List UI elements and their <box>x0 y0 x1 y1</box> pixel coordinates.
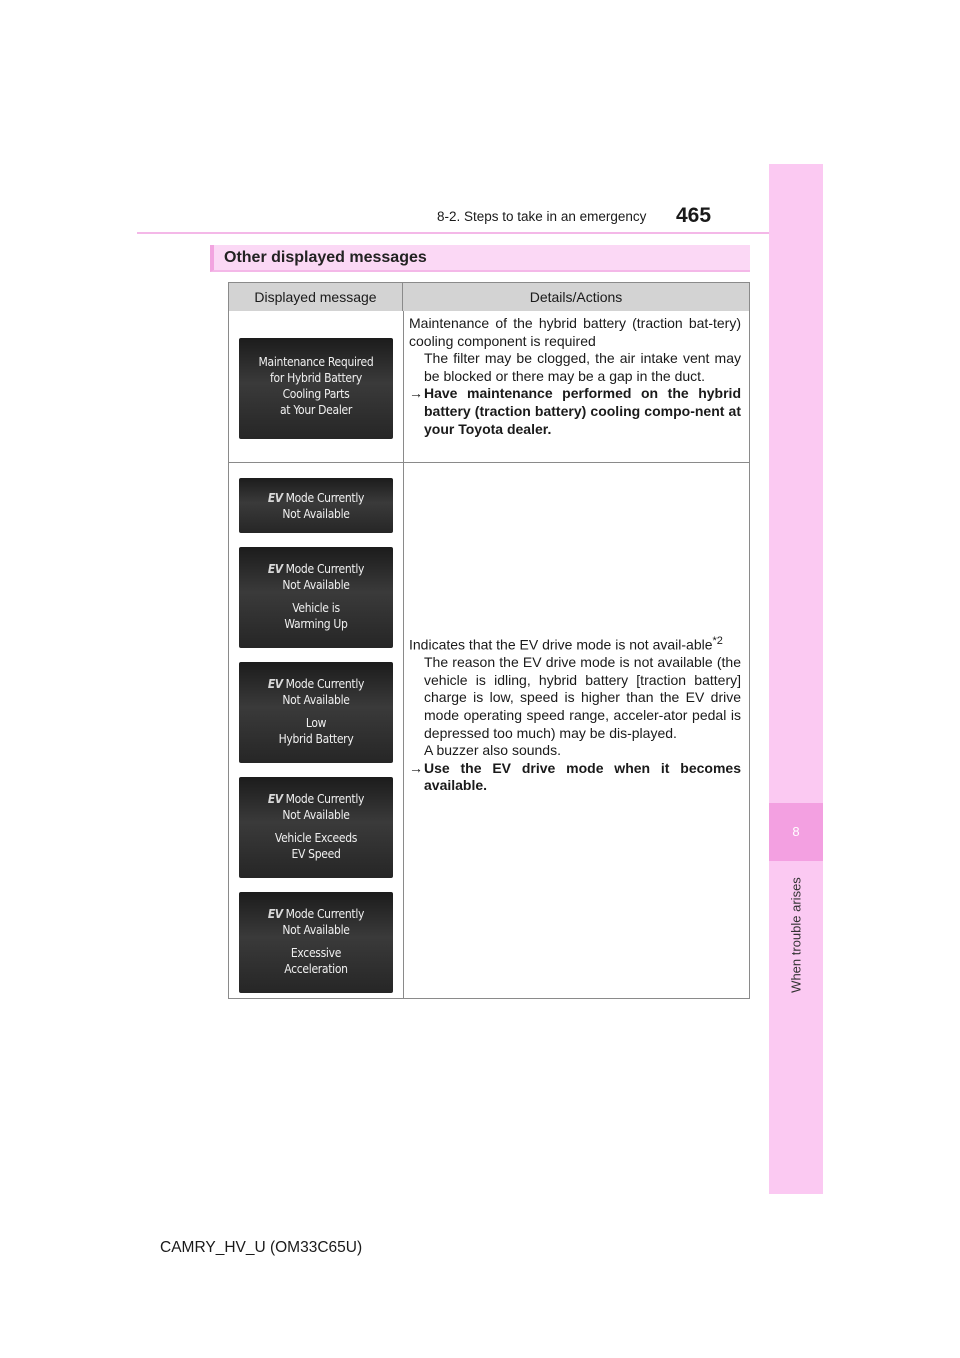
screen-line: EV Speed <box>291 847 341 861</box>
column-header-details-actions: Details/Actions <box>403 283 749 311</box>
arrow-icon: → <box>409 385 423 402</box>
arrow-icon: → <box>409 759 423 776</box>
running-header-section: 8-2. Steps to take in an emergency <box>437 209 647 224</box>
row-divider <box>229 462 749 463</box>
chapter-number: 8 <box>769 803 823 861</box>
screen-line <box>239 791 393 807</box>
row1-detail: The filter may be clogged, the air intake vent may be blocked or there may be a gap in the duct. <box>424 350 741 384</box>
row1-description: Maintenance of the hybrid battery (traction bat-tery) cooling component is required <box>409 315 741 349</box>
screen-line: Not Available <box>282 507 350 521</box>
chapter-label <box>770 865 822 1005</box>
screen-line <box>239 676 393 692</box>
ev-icon: EV <box>267 562 283 576</box>
screen-line: Low <box>305 716 327 730</box>
chapter-label-text: When trouble arises <box>788 877 804 993</box>
document-code-footer: CAMRY_HV_U (OM33C65U) <box>160 1239 363 1256</box>
chapter-side-tab <box>769 164 823 1194</box>
screen-line <box>239 490 393 506</box>
screen-line: Vehicle Exceeds <box>274 831 358 845</box>
section-heading <box>210 245 750 272</box>
ev-icon: EV <box>267 677 283 691</box>
screen-line: at Your Dealer <box>279 403 353 417</box>
row1-details <box>409 315 741 438</box>
section-heading-text: Other displayed messages <box>224 249 427 266</box>
header-rule <box>137 232 823 234</box>
ev-icon: EV <box>267 491 283 505</box>
screen-line <box>239 906 393 922</box>
screen-line-text: Mode Currently <box>285 562 365 576</box>
row2-detail: The reason the EV drive mode is not available (the vehicle is idling, hybrid battery [traction battery] charge is low, speed is higher than the EV drive mode operating speed range, acceler-ator pedal is depressed too much) may be dis-played. <box>424 654 741 741</box>
ev-icon: EV <box>267 792 283 806</box>
screen-line: Acceleration <box>284 962 348 976</box>
screen-line-text: Mode Currently <box>285 792 365 806</box>
row2-detail-buzzer: A buzzer also sounds. <box>424 742 561 759</box>
message-screen-ev-warming-up <box>239 547 393 648</box>
column-divider <box>403 311 404 998</box>
message-screen-maintenance-required <box>239 338 393 439</box>
screen-line <box>239 561 393 577</box>
screen-line: Not Available <box>282 808 350 822</box>
messages-table <box>228 282 750 999</box>
screen-line-text: Mode Currently <box>285 677 365 691</box>
message-screen-ev-excessive-acceleration <box>239 892 393 993</box>
ev-icon: EV <box>267 907 283 921</box>
screen-line: Vehicle is <box>292 601 340 615</box>
screen-line: Not Available <box>282 923 350 937</box>
row2-description-text: Indicates that the EV drive mode is not avail-able <box>409 636 713 653</box>
screen-line-text: Mode Currently <box>285 907 365 921</box>
screen-line: Excessive <box>290 946 342 960</box>
screen-line: for Hybrid Battery <box>270 371 362 385</box>
message-screen-ev-not-available <box>239 478 393 533</box>
screen-line: Not Available <box>282 693 350 707</box>
row1-action-text: Have maintenance performed on the hybrid battery (traction battery) cooling compo-nent at your Toyota dealer. <box>424 385 741 437</box>
footnote-marker: *2 <box>712 635 723 647</box>
row2-action <box>409 760 741 795</box>
row2-action-text: Use the EV drive mode when it becomes available. <box>424 759 741 794</box>
row2-details <box>409 633 741 795</box>
screen-line: Maintenance Required <box>258 355 374 369</box>
message-screen-ev-low-battery <box>239 662 393 763</box>
message-screen-ev-exceeds-speed <box>239 777 393 878</box>
screen-line: Cooling Parts <box>282 387 350 401</box>
row1-action <box>409 385 741 438</box>
row2-description <box>409 633 741 654</box>
screen-line: Hybrid Battery <box>278 732 354 746</box>
column-header-displayed-message: Displayed message <box>229 283 403 311</box>
screen-line-text: Mode Currently <box>285 491 365 505</box>
page-number: 465 <box>676 204 712 227</box>
screen-line: Not Available <box>282 578 350 592</box>
screen-line: Warming Up <box>284 617 348 631</box>
